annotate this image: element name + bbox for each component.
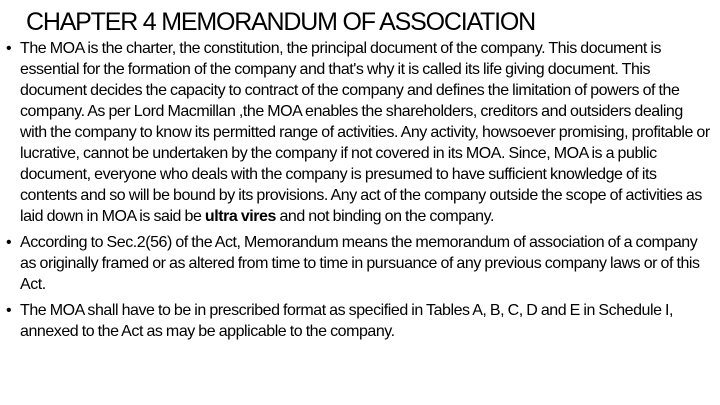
bullet-item-prescribed-format [6,300,712,342]
bullet-list [6,38,712,347]
bullet-icon: • [6,234,12,251]
bullet-text: The MOA is the charter, the constitution, the principal document of the company. This document is essential for the formation of the company and that's why it is called its life giving document. This document decides the capacity to contract of the company and defines the limitation of powers of the company. As per Lord Macmillan ,the MOA enables the shareholders, creditors and outsiders dealing with the company to know its permitted range of activities. Any activity, howsoever promising, profitable or lucrative, cannot be undertaken by the company if not covered in its MOA. Since, MOA is a public document, everyone who deals with the company is presumed to have sufficient knowledge of its contents and so will be bound by its provisions. Any act of the company outside the scope of activities as laid down in MOA is said be [20,40,710,225]
bullet-item-moa-definition [6,38,712,227]
slide-title: CHAPTER 4 MEMORANDUM OF ASSOCIATION [26,8,535,36]
bullet-text: and not binding on the company. [275,208,494,225]
bullet-item-sec-2-56 [6,232,712,295]
bullet-icon: • [6,302,12,319]
bullet-text: The MOA shall have to be in prescribed format as specified in Tables A, B, C, D and E in Schedule I, annexed to the Act as may be applicable to the company. [20,302,674,340]
bullet-text-bold: ultra vires [204,208,276,225]
bullet-text: According to Sec.2(56) of the Act, Memorandum means the memorandum of association of a company as originally framed or as altered from time to time in pursuance of any previous company laws or of this Act. [20,234,700,293]
bullet-icon: • [6,40,12,57]
